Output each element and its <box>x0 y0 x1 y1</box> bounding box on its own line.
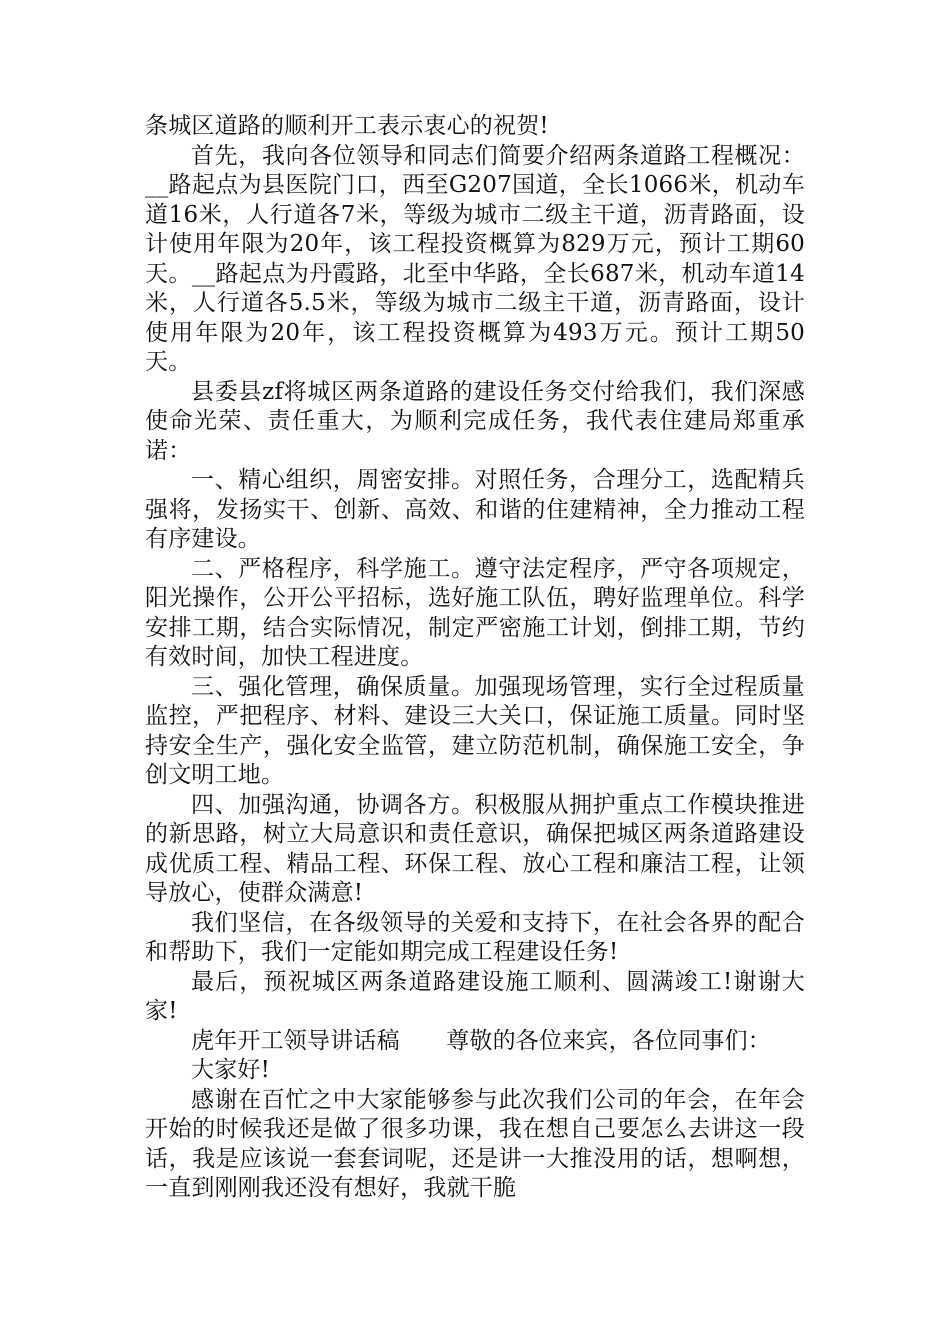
paragraph-annual-meeting-thanks: 感谢在百忙之中大家能够参与此次我们公司的年会，在年会开始的时候我还是做了很多功课，我在想自己要怎么去讲这一段话，我是应该说一套套词呢，还是讲一大推没用的话，想啊想，一直到刚刚我还没有想好，我就干脆 <box>145 1086 805 1201</box>
paragraph-project-overview: 首先，我向各位领导和同志们简要介绍两条道路工程概况：__路起点为县医院门口，西至G207国道，全长1066米，机动车道16米，人行道各7米，等级为城市二级主干道，沥青路面，设计使用年限为20年，该工程投资概算为829万元，预计工期60天。__路起点为丹霞路，北至中华路，全长687米，机动车道14米，人行道各5.5米，等级为城市二级主干道，沥青路面，设计使用年限为20年，该工程投资概算为493万元。预计工期50天。 <box>145 142 805 375</box>
paragraph-second-speech-heading: 虎年开工领导讲话稿 尊敬的各位来宾，各位同事们： <box>191 1027 771 1054</box>
paragraph-commitment-3: 三、强化管理，确保质量。加强现场管理，实行全过程质量监控，严把程序、材料、建设三大关口，保证施工质量。同时坚持安全生产，强化安全监管，建立防范机制，确保施工安全，争创文明工地。 <box>145 673 805 788</box>
paragraph-congratulation-end: 条城区道路的顺利开工表示衷心的祝贺! <box>145 113 549 139</box>
document-body <box>145 112 805 1204</box>
paragraph-commitment-1: 一、精心组织，周密安排。对照任务，合理分工，选配精兵强将，发扬实干、创新、高效、和谐的住建精神，全力推动工程有序建设。 <box>145 467 805 552</box>
paragraph-commitment-intro: 县委县zf将城区两条道路的建设任务交付给我们，我们深感使命光荣、责任重大，为顺利完成任务，我代表住建局郑重承诺： <box>145 378 805 464</box>
paragraph-closing-wish: 最后，预祝城区两条道路建设施工顺利、圆满竣工!谢谢大家! <box>145 968 805 1024</box>
paragraph-greeting: 大家好! <box>191 1057 271 1083</box>
paragraph-commitment-2: 二、严格程序，科学施工。遵守法定程序，严守各项规定，阳光操作，公开公平招标，选好施工队伍，聘好监理单位。科学安排工期，结合实际情况，制定严密施工计划，倒排工期，节约有效时间，加快工程进度。 <box>145 555 805 670</box>
paragraph-commitment-4: 四、加强沟通，协调各方。积极服从拥护重点工作模块推进的新思路，树立大局意识和责任意识，确保把城区两条道路建设成优质工程、精品工程、环保工程、放心工程和廉洁工程，让领导放心，使群众满意! <box>145 791 805 906</box>
paragraph-confidence: 我们坚信，在各级领导的关爱和支持下，在社会各界的配合和帮助下，我们一定能如期完成工程建设任务! <box>145 909 805 965</box>
